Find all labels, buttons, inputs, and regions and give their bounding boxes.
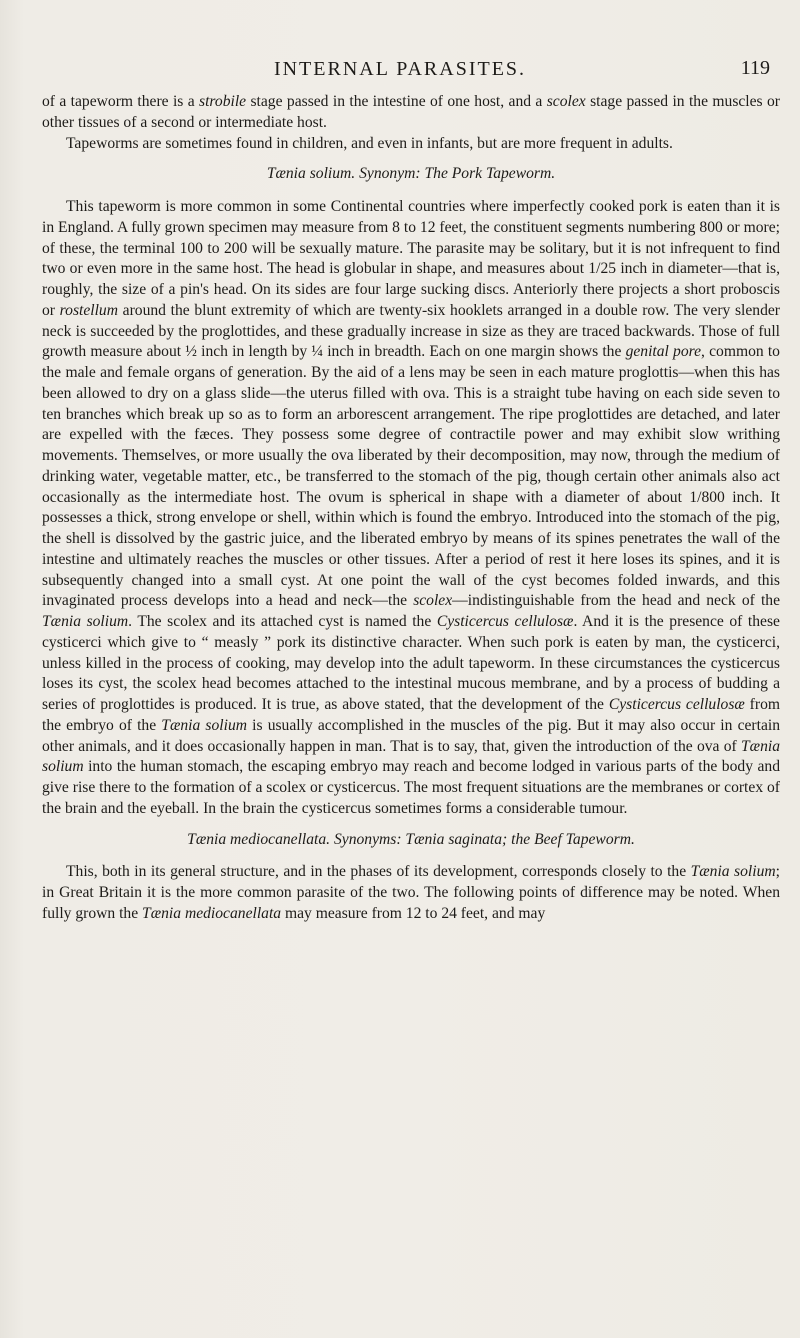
term-strobile: strobile [199,93,247,110]
page-header [0,58,800,88]
section-heading-taenia-solium: Tænia solium. Synonym: The Pork Tapeworm. [266,165,556,183]
paragraph-taenia-solium: This tapeworm is more common in some Continental countries where imperfectly cooked pork is eaten than it is in England. A fully grown specimen may measure from 8 to 12 feet, the constituent segments numbering 800 or more; of these, the terminal 100 to 200 will be sexually mature. The parasite may be solitary, but it is not infrequent to find two or even more in the same host. The head is globular in shape, and measures about 1/25 inch in diameter—that is, roughly, the size of a pin's head. On its sides are four large sucking discs. Anteriorly there projects a short proboscis or rostellum around the blunt extremity of which are twenty-six hooklets arranged in a double row. The very slender neck is succeeded by the proglottides, and these gradually increase in size as they are traced backwards. Those of full growth measure about ½ inch in length by ¼ inch in breadth. Each on one margin shows the genital pore, common to the male and female organs of generation. By the aid of a lens may be seen in each mature proglottis—when this has been allowed to dry on a glass slide—the uterus filled with ova. This is a straight tube having on each side seven to ten branches which break up so as to form an arborescent arrangement. The ripe proglottides are detached, and later are expelled with the fæces. They possess some degree of contractile power and may exhibit slow writhing movements. Themselves, or more usually the ova liberated by their decomposition, may now, through the medium of drinking water, vegetable matter, etc., be transferred to the stomach of the pig, though certain other animals also act occasionally as the intermediate host. The ovum is spherical in shape with a diameter of about 1/800 inch. It possesses a thick, strong envelope or shell, within which is found the embryo. Introduced into the stomach of the pig, the shell is dissolved by the gastric juice, and the liberated embryo by means of its spines penetrates the wall of the intestine and ultimately reaches the muscles or other tissues. After a period of rest it here loses its spines, and it is subsequently changed into a small cyst. At one point the wall of the cyst becomes folded inwards, and this invaginated process develops into a head and neck—the scolex—indistinguishable from the head and neck of the Tænia solium. The scolex and its attached cyst is named the Cysticercus cellulosæ. And it is the presence of these cysticerci which give to “ measly ” pork its distinctive character. When such pork is eaten by man, the cysticerci, unless killed in the process of cooking, may develop into the adult tapeworm. In these circumstances the cysticercus loses its cyst, the scolex head becomes attached to the intestinal mucous membrane, and by a process of budding a series of proglottides is produced. It is true, as above stated, that the development of the Cysticercus cellulosæ from the embryo of the Tænia solium is usually accomplished in the muscles of the pig. But it may also occur in certain other animals, and it does occasionally happen in man. That is to say, that, given the introduction of the ova of Tænia solium into the human stomach, the escaping embryo may reach and become lodged in various parts of the body and give rise there to the formation of a scolex or cysticercus. The most frequent situations are the membranes or cortex of the brain and the eyeball. In the brain the cysticercus sometimes forms a considerable tumour. [42,198,780,817]
page-body [42,92,780,925]
term-scolex: scolex [546,93,586,110]
paragraph-intro: of a tapeworm there is a strobile stage passed in the intestine of one host, and a scolex stage passed in the muscles or other tissues of a second or intermediate host. [42,93,780,131]
running-head: INTERNAL PARASITES. [273,58,527,80]
paragraph-children: Tapeworms are sometimes found in children, and even in infants, but are more frequent in adults. [66,134,673,152]
page-number: 119 [740,57,770,79]
section-heading-taenia-mediocanellata: Tænia mediocanellata. Synonyms: Tænia saginata; the Beef Tapeworm. [187,830,635,848]
paragraph-taenia-mediocanellata: This, both in its general structure, and in the phases of its development, corresponds closely to the Tænia solium; in Great Britain it is the more common parasite of the two. The following points of difference may be noted. When fully grown the Tænia mediocanellata may measure from 12 to 24 feet, and may [42,863,780,922]
